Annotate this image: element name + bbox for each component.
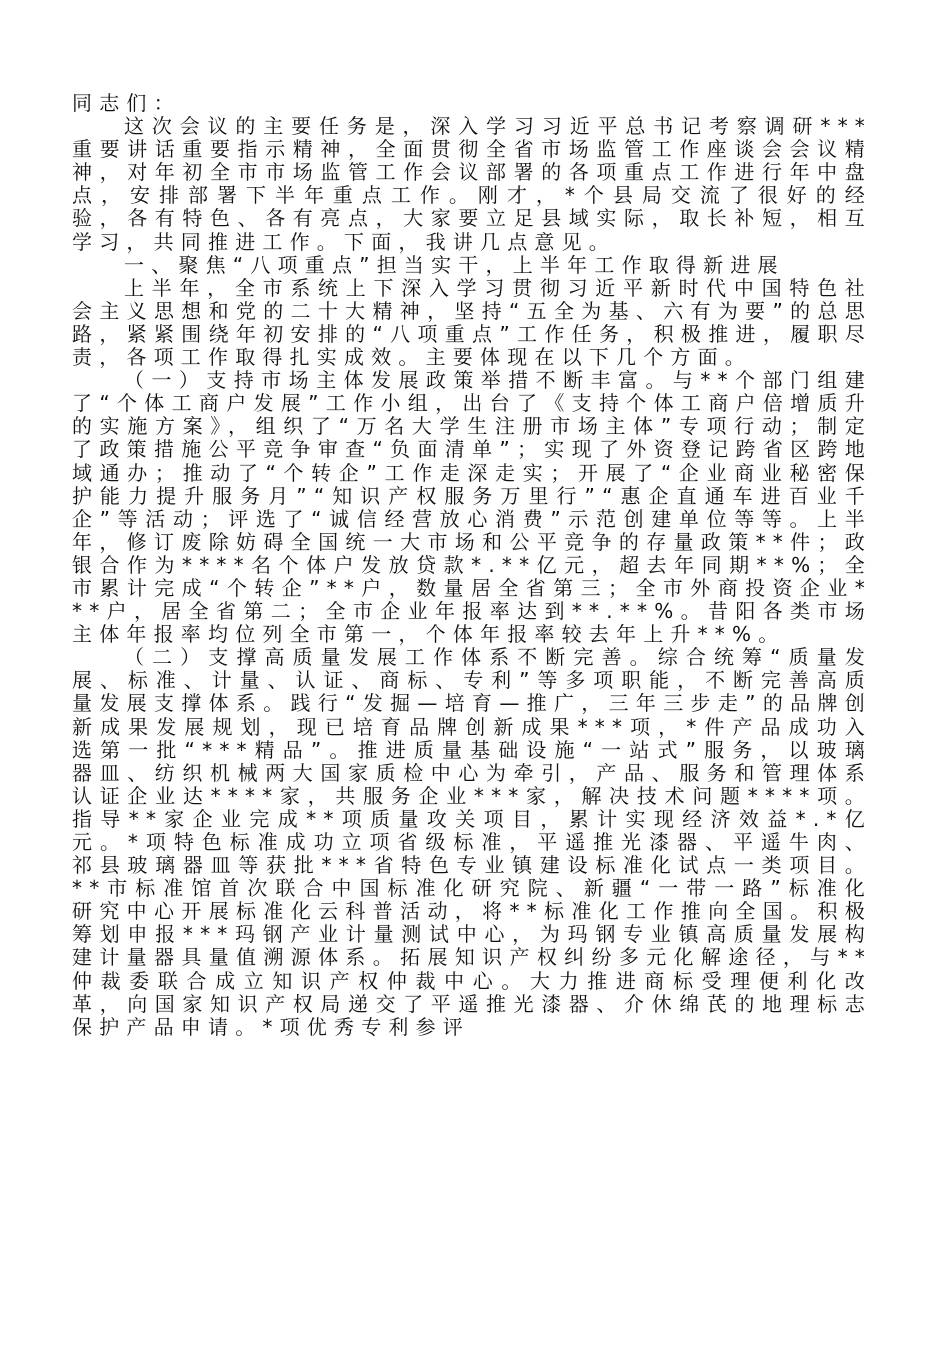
section-heading-1: 一、聚焦“八项重点”担当实干，上半年工作取得新进展 [124, 252, 785, 277]
salutation: 同志们： [72, 91, 181, 115]
subsection-1-paragraph: （一）支持市场主体发展政策举措不断丰富。与**个部门组建了“个体工商户发展”工作小组，出台了《支持个体工商户倍增质升的实施方案》，组织了“万名大学生注册市场主体”专项行动；制定了政策措施公平竞争审查“负面清单”；实现了外资登记跨省区跨地域通办；推动了“个转企”工作走深走实；开展了“企业商业秘密保护能力提升服务月”“知识产权服务万里行”“惠企直通车进百业千企”等活动；评选了“诚信经营放心消费”示范创建单位等等。上半年，修订废除妨碍全国统一大市场和公平竞争的存量政策**件；政银合作为****名个体户发放贷款*.**亿元，超去年同期**%；全市累计完成“个转企”**户，数量居全省第三；全市外商投资企业***户，居全省第二；全市企业年报率达到**.**%。昔阳各类市场主体年报率均位列全市第一，个体年报率较去年上升**%。 [72, 368, 872, 647]
document-page [72, 92, 872, 1039]
subsection-2-paragraph: （二）支撑高质量发展工作体系不断完善。综合统筹“质量发展、标准、计量、认证、商标、专利”等多项职能，不断完善高质量发展支撑体系。践行“发掘—培育—推广，三年三步走”的品牌创新成果发展规划，现已培育品牌创新成果***项，*件产品成功入选第一批“***精品”。推进质量基础设施“一站式”服务，以玻璃器皿、纺织机械两大国家质检中心为牵引，产品、服务和管理体系认证企业达****家，共服务企业***家，解决技术问题****项。指导**家企业完成**项质量攻关项目，累计实现经济效益*.*亿元。*项特色标准成功立项省级标准，平遥推光漆器、平遥牛肉、祁县玻璃器皿等获批***省特色专业镇建设标准化试点一类项目。**市标准馆首次联合中国标准化研究院、新疆“一带一路”标准化研究中心开展标准化云科普活动，将**标准化工作推向全国。积极筹划申报***玛钢产业计量测试中心，为玛钢专业镇高质量发展构建计量器具量值溯源体系。拓展知识产权纠纷多元化解途径，与**仲裁委联合成立知识产权仲裁中心。大力推进商标受理便利化改革，向国家知识产权局递交了平遥推光漆器、介休绵芪的地理标志保护产品申请。*项优秀专利参评 [72, 645, 872, 1039]
opening-paragraph: 这次会议的主要任务是，深入学习习近平总书记考察调研***重要讲话重要指示精神，全面贯彻全省市场监管工作座谈会会议精神，对年初全市市场监管工作会议部署的各项重点工作进行年中盘点，安排部署下半年重点工作。刚才，*个县局交流了很好的经验，各有特色、各有亮点，大家要立足县域实际，取长补短，相互学习，共同推进工作。下面，我讲几点意见。 [72, 114, 872, 254]
summary-paragraph: 上半年，全市系统上下深入学习贯彻习近平新时代中国特色社会主义思想和党的二十大精神，坚持“五全为基、六有为要”的总思路，紧紧围绕年初安排的“八项重点”工作任务，积极推进，履职尽责，各项工作取得扎实成效。主要体现在以下几个方面。 [72, 275, 872, 370]
